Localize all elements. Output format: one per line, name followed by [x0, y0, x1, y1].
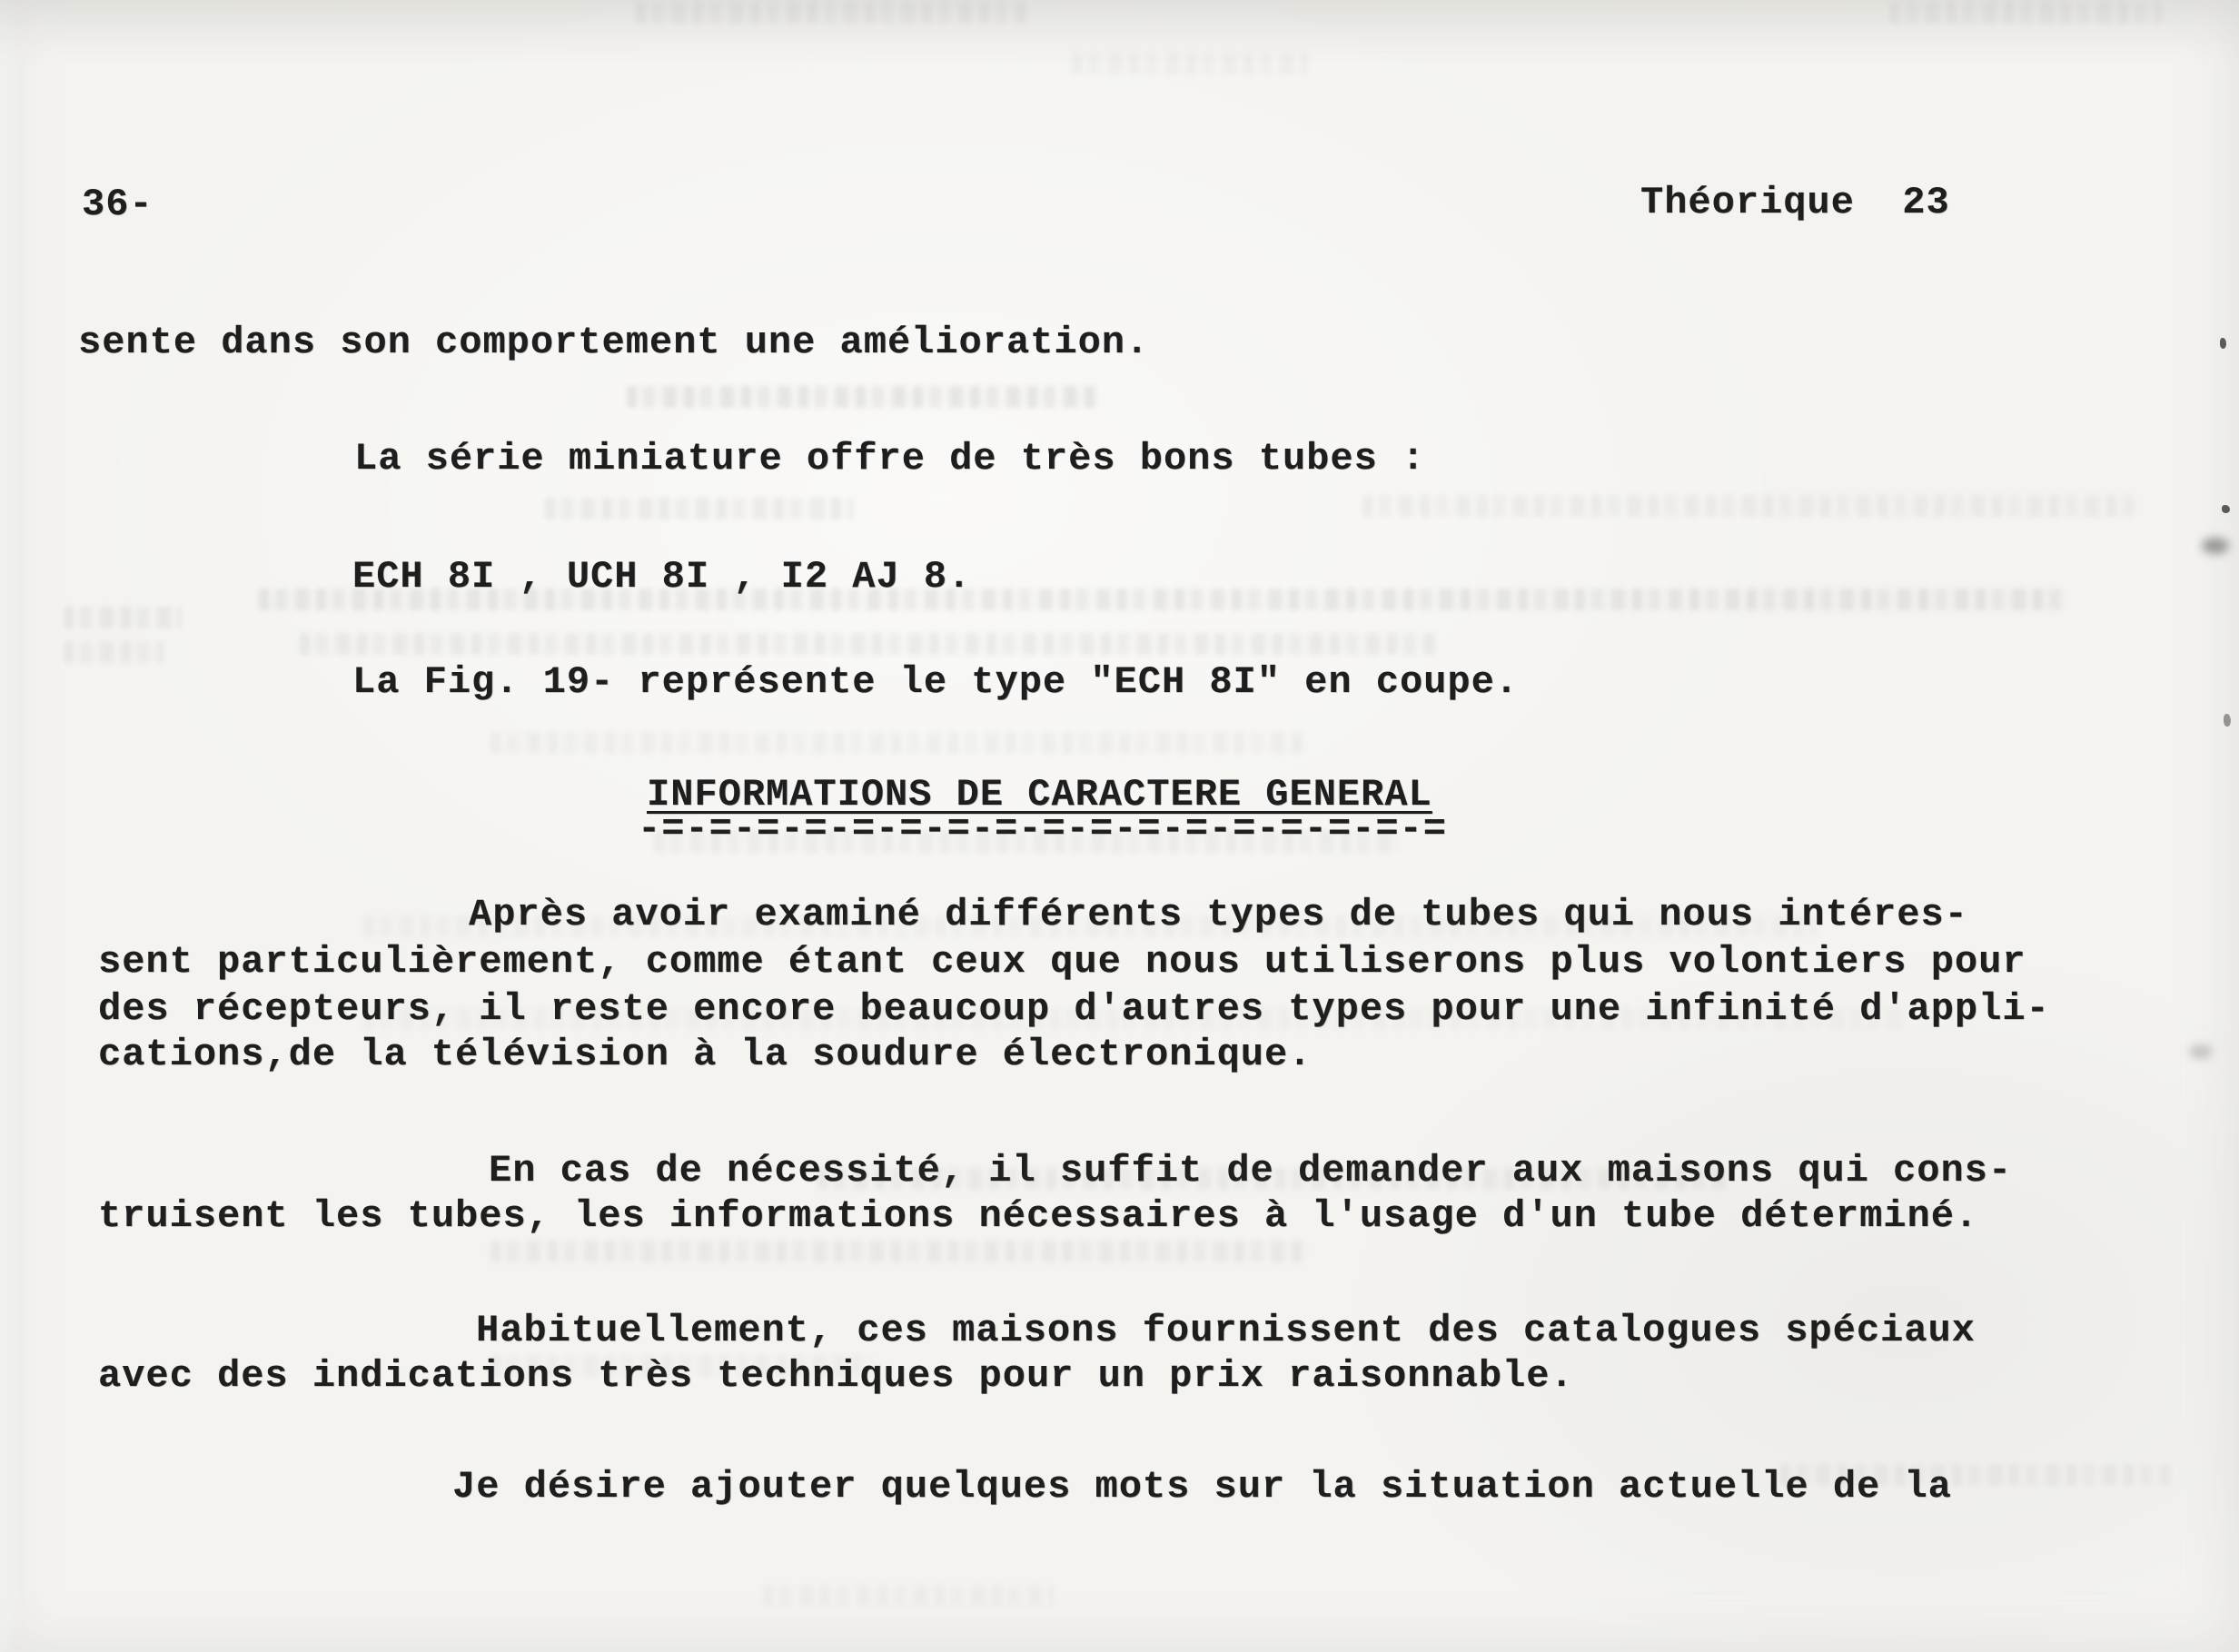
- bleed-through-smudge: [363, 1008, 1907, 1030]
- bleed-through-smudge: [763, 1585, 1054, 1607]
- ink-speck: [2224, 714, 2231, 727]
- ink-speck: [2222, 505, 2230, 513]
- paragraph1-line1: Après avoir examiné différents types de tubes qui nous intéres-: [469, 893, 1968, 936]
- paragraph2-line1: En cas de nécessité, il suffit de demander aux maisons qui cons-: [489, 1149, 2013, 1192]
- scan-blotch: [2202, 538, 2229, 554]
- scan-blotch: [2189, 1044, 2213, 1059]
- bleed-through-smudge: [490, 732, 1308, 754]
- paragraph4-line1: Je désire ajouter quelques mots sur la situation actuelle de la: [452, 1465, 1952, 1509]
- paragraph3-line2: avec des indications très techniques pour un prix raisonnable.: [98, 1354, 1574, 1398]
- bleed-through-smudge: [64, 607, 182, 628]
- bleed-through-smudge: [1780, 1464, 2171, 1486]
- bleed-through-smudge: [654, 831, 1399, 853]
- bleed-through-smudge: [817, 1168, 1726, 1190]
- bleed-through-smudge: [1362, 495, 2135, 517]
- paragraph-continuation-line: sente dans son comportement une amélioration.: [78, 321, 1150, 364]
- section-heading: INFORMATIONS DE CARACTERE GENERAL: [647, 773, 1432, 816]
- page-number: 36-: [82, 183, 154, 226]
- bleed-through-smudge: [259, 589, 2066, 610]
- paragraph1-line3: des récepteurs, il reste encore beaucoup d'autres types pour une infinité d'appli-: [98, 987, 2050, 1031]
- bleed-through-smudge: [300, 633, 1435, 655]
- series-intro-line: La série miniature offre de très bons tubes :: [354, 437, 1426, 480]
- paragraph1-line4: cations,de la télévision à la soudure électronique.: [98, 1033, 1313, 1076]
- bleed-through-smudge: [1072, 53, 1308, 74]
- bleed-through-smudge: [363, 915, 1817, 937]
- figure-reference-line: La Fig. 19- représente le type "ECH 8I" en coupe.: [352, 660, 1520, 704]
- paragraph3-line1: Habituellement, ces maisons fournissent des catalogues spéciaux: [476, 1309, 1976, 1352]
- section-heading-ornament: -=-=-=-=-=-=-=-=-=-=-=-=-=-=-=-=-=: [638, 807, 1447, 851]
- bleed-through-smudge: [64, 641, 163, 663]
- bleed-through-smudge: [490, 1355, 872, 1377]
- paragraph1-line2: sent particulièrement, comme étant ceux que nous utiliserons plus volontiers pour: [98, 940, 2026, 984]
- header-course-label: Théorique 23: [1640, 181, 1950, 224]
- bleed-through-smudge: [545, 498, 854, 519]
- bleed-through-smudge: [636, 2, 1026, 24]
- bleed-through-smudge: [1889, 2, 2162, 24]
- paragraph2-line2: truisent les tubes, les informations nécessaires à l'usage d'un tube déterminé.: [98, 1194, 1979, 1238]
- ink-speck: [2220, 338, 2226, 349]
- bleed-through-smudge: [490, 1241, 1308, 1262]
- bleed-through-smudge: [627, 386, 1099, 408]
- tube-types-line: ECH 8I , UCH 8I , I2 AJ 8.: [352, 555, 972, 598]
